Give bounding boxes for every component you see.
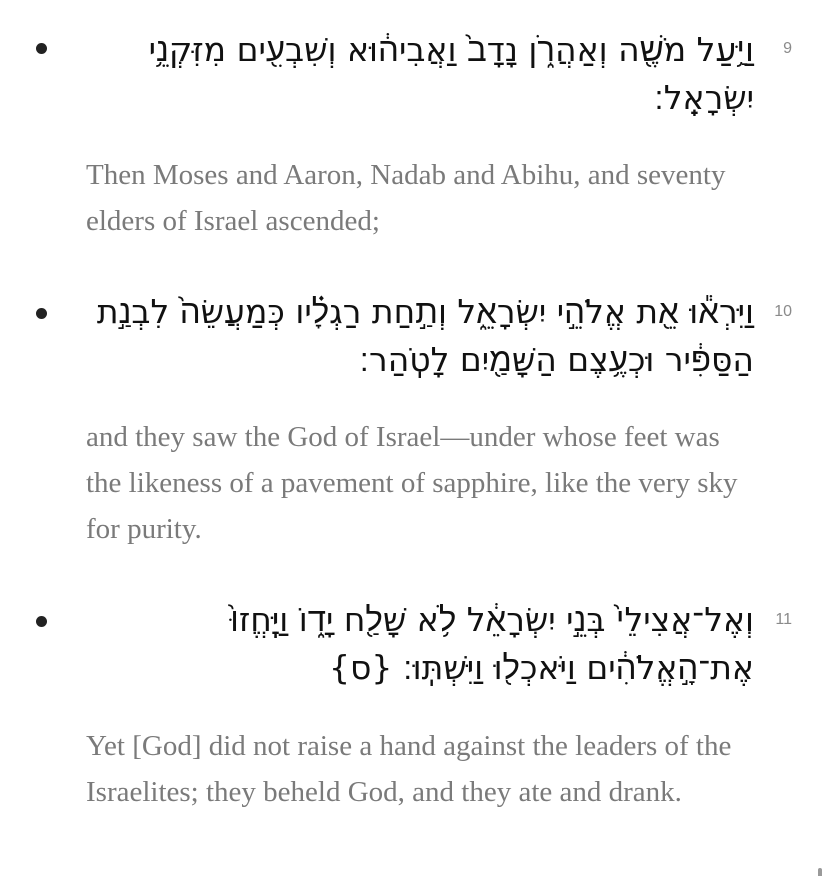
bullet-icon [36, 616, 47, 627]
hebrew-text: וַיַּ֥עַל מֹשֶׁ֖ה וְאַהֲרֹ֑ן נָדָב֙ וַאֲבִיה֔וּא וְשִׁבְעִ֖ים מִזִּקְנֵ֥י יִשְׂרָאֵֽל׃ [148, 30, 754, 117]
english-translation: and they saw the God of Israel—under whose feet was the likeness of a pavement of sapphire, like the very sky for purity. [86, 421, 738, 545]
bullet-icon [36, 308, 47, 319]
hebrew-text: וַיִּרְא֕וּ אֵ֖ת אֱלֹהֵ֣י יִשְׂרָאֵ֑ל וְתַ֣חַת רַגְלָ֗יו כְּמַעֲשֵׂה֙ לִבְנַ֣ת הַסַּפִּ֔יר וּכְעֶ֥צֶם הַשָּׁמַ֖יִם לָטֹֽהַר׃ [96, 292, 754, 379]
english-translation: Then Moses and Aaron, Nadab and Abihu, and seventy elders of Israel ascended; [86, 159, 726, 237]
verse-number[interactable]: 10 [774, 303, 792, 320]
bullet-icon [36, 43, 47, 54]
english-translation: Yet [God] did not raise a hand against the leaders of the Israelites; they beheld God, and they ate and drank. [86, 730, 732, 808]
verse-number[interactable]: 11 [775, 611, 792, 628]
verse-number[interactable]: 9 [783, 40, 792, 57]
scrollbar-thumb[interactable] [818, 868, 822, 876]
hebrew-text: וְאֶל־אֲצִילֵי֙ בְּנֵ֣י יִשְׂרָאֵ֔ל לֹ֥א שָׁלַ֖ח יָד֑וֹ וַיֶּֽחֱזוּ֙ אֶת־הָ֣אֱלֹהִ֔ים וַיֹּאכְל֖וּ וַיִּשְׁתּֽוּ׃ {ס} [230, 600, 754, 687]
